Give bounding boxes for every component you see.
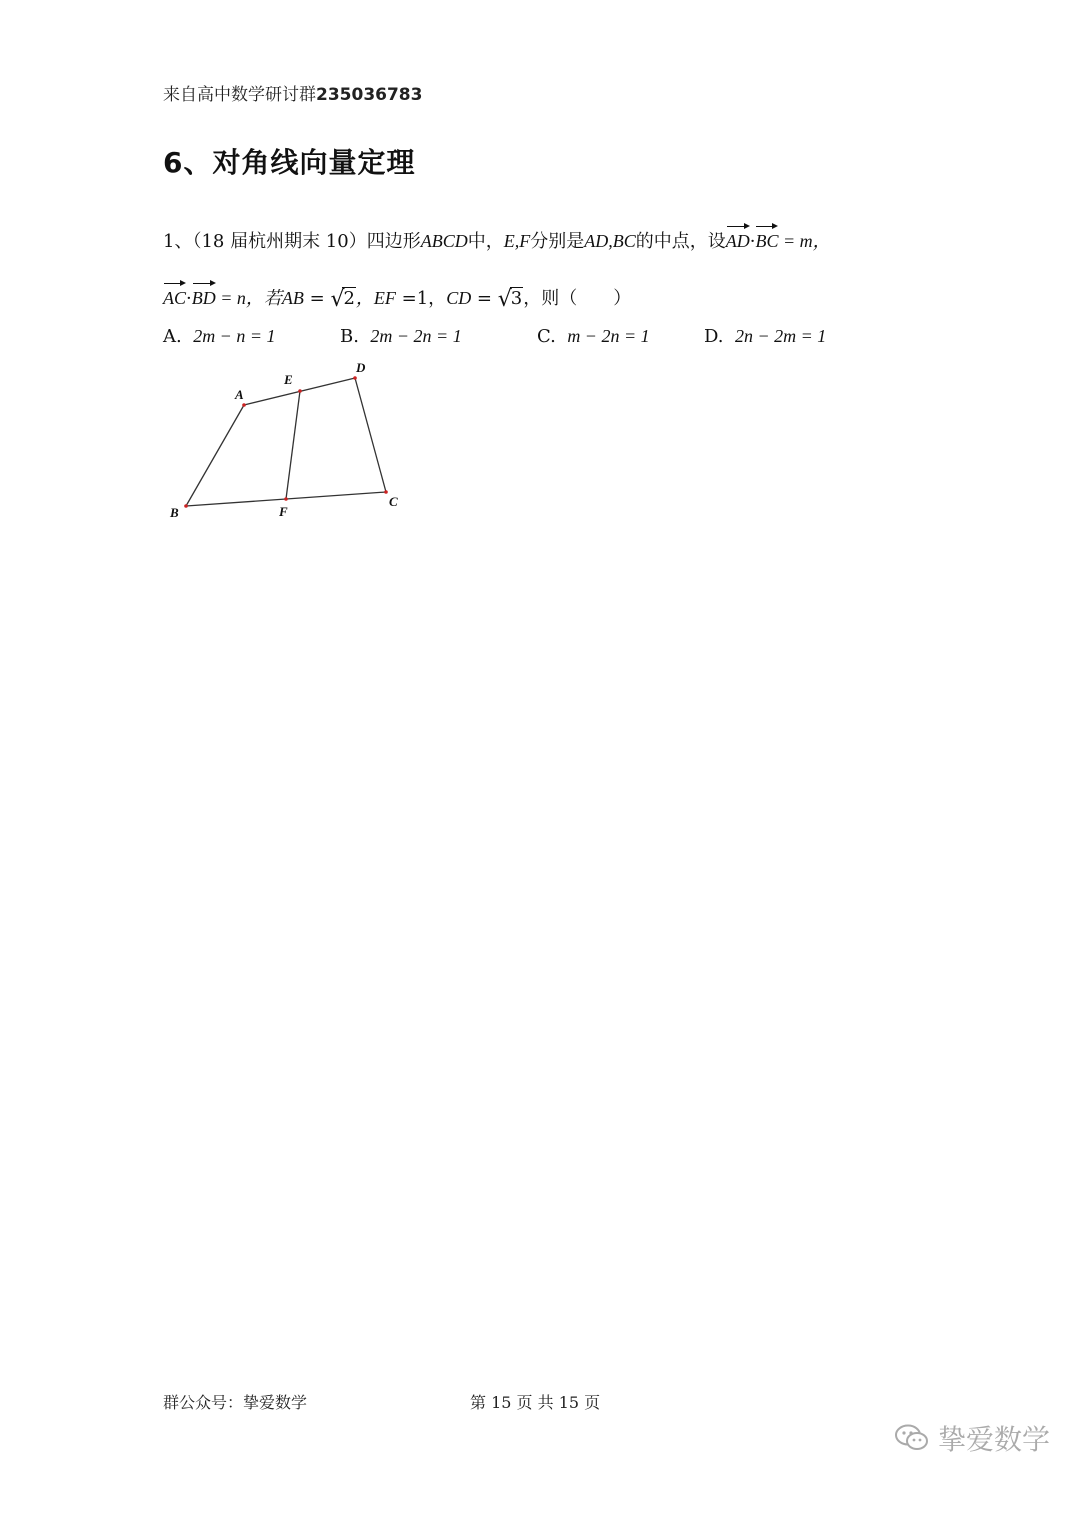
question-end: ，则（ ） <box>523 288 632 309</box>
vector-ac: AC <box>163 288 187 308</box>
sqrt-3 <box>498 287 523 312</box>
point-d <box>353 376 357 380</box>
question-source: （18 届杭州期末 10） <box>192 231 367 252</box>
dot-operator: · <box>186 288 192 309</box>
segments: AD,BC <box>584 231 636 251</box>
vector-ad: AD <box>725 231 750 251</box>
choice-expression: 2n − 2m = 1 <box>734 326 827 346</box>
radicand: 2 <box>343 288 355 309</box>
choice-label: D. <box>704 326 724 347</box>
label-c: C <box>389 494 398 509</box>
vector-bd: BD <box>191 288 216 308</box>
watermark <box>894 1418 1050 1458</box>
dot-operator: · <box>749 231 756 252</box>
equals: = <box>303 288 331 309</box>
question-text: 四边形 <box>366 231 421 252</box>
label-b: B <box>170 505 179 520</box>
points-ef: E,F <box>503 231 531 251</box>
edge-ab <box>186 405 244 506</box>
choice-b <box>340 326 462 347</box>
seg-cd: CD <box>446 288 472 308</box>
group-number: 235036783 <box>316 85 423 105</box>
equals: = <box>471 288 498 309</box>
choice-expression: 2m − n = 1 <box>193 326 276 346</box>
segment-ef <box>286 391 300 499</box>
choice-d <box>704 326 826 347</box>
question-text: 的中点，设 <box>635 231 726 252</box>
radical-icon: √ <box>497 287 512 312</box>
equals-1: =1， <box>395 288 447 309</box>
label-d: D <box>356 360 366 375</box>
edge-dc <box>355 378 386 492</box>
choice-label: B. <box>340 326 359 347</box>
point-b <box>184 504 188 508</box>
radical-icon: √ <box>330 287 345 312</box>
wechat-icon <box>894 1423 930 1453</box>
point-c <box>384 490 388 494</box>
choice-label: C. <box>537 326 556 347</box>
equals-m: = m， <box>778 231 831 251</box>
label-a: A <box>235 387 244 402</box>
choice-a <box>163 326 275 347</box>
footer-page-number: 第 15 页 共 15 页 <box>470 1393 601 1412</box>
seg-ef: ，EF <box>355 288 396 308</box>
quadrilateral-figure <box>160 358 420 528</box>
label-f: F <box>279 504 288 519</box>
point-a <box>242 403 246 407</box>
choice-c <box>537 326 650 347</box>
question-line-2 <box>163 286 631 312</box>
question-number: 1、 <box>163 231 193 252</box>
choice-expression: m − 2n = 1 <box>567 326 650 346</box>
seg-ab: AB <box>281 288 304 308</box>
question-line-1 <box>163 229 831 254</box>
choice-label: A. <box>163 326 182 347</box>
quad-name: ABCD <box>420 231 468 251</box>
vector-bc: BC <box>755 231 779 251</box>
question-text: 中， <box>467 231 504 252</box>
section-title: 6、对角线向量定理 <box>163 146 416 179</box>
choice-expression: 2m − 2n = 1 <box>370 326 462 346</box>
point-e <box>298 389 302 393</box>
sqrt-2 <box>330 287 355 312</box>
footer-account: 群公众号：挚爱数学 <box>163 1393 308 1412</box>
radicand: 3 <box>510 288 523 309</box>
equals-n: = n，若 <box>215 288 282 308</box>
watermark-text: 挚爱数学 <box>938 1423 1051 1456</box>
page-header <box>163 80 422 105</box>
point-f <box>284 497 288 501</box>
header-prefix: 来自高中数学研讨群 <box>163 85 316 105</box>
label-e: E <box>284 372 293 387</box>
question-text: 分别是 <box>530 231 585 252</box>
